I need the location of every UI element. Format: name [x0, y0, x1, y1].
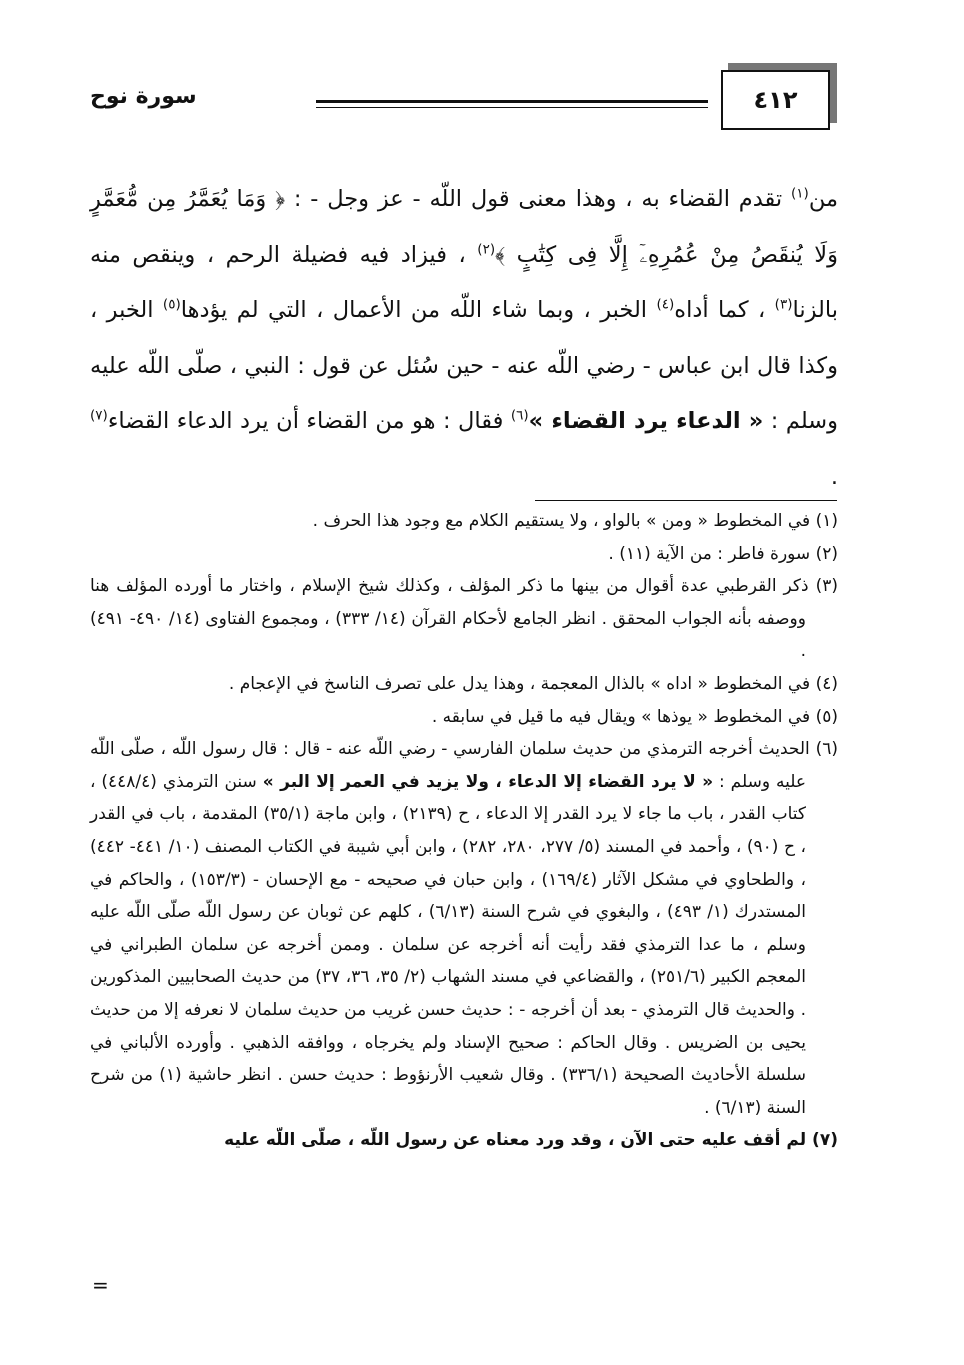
- footnote-ref-3: (٣): [774, 296, 793, 313]
- footnote-3: (٣) ذكر القرطبي عدة أقوال من بينها ما ذكر المؤلف ، وكذلك شيخ الإسلام ، واختار ما أورده المؤلف هنا ووصفه بأنه الجواب المحقق . انظر الجامع لأحكام القرآن (١٤/ ٣٣٣) ، ومجموع الفتاوى (١٤/ ٤٩٠- ٤٩١) .: [90, 576, 838, 662]
- footnote-ref-5: (٥): [162, 296, 181, 313]
- footnote-ref-2: (٢): [477, 241, 496, 257]
- text-segment: الخبر ، وبما شاء اللّه من الأعمال ، التي لم يؤدها: [180, 297, 657, 323]
- hadith-quote: « لا يرد القضاء إلا الدعاء ، ولا يزيد في العمر إلا البر »: [262, 771, 714, 792]
- continuation-mark: =: [92, 1273, 109, 1297]
- text-segment: ، فيزاد فيه فضيلة الرحم ، وينقص منه بالزنا: [90, 241, 839, 323]
- footnote-7: [90, 1124, 838, 1157]
- hadith-quote: « الدعاء يرد القضاء »: [528, 408, 764, 434]
- surah-title: سورة نوح: [90, 84, 197, 109]
- footnote-1: (١) في المخطوط « ومن » بالواو ، ولا يستقيم الكلام مع وجود هذا الحرف .: [312, 511, 838, 531]
- text-segment: الخبر ، وكذا قال ابن عباس - رضي اللّه عنه - حين سُئل عن قول : النبي ، صلّى اللّه عليه وسلم :: [90, 297, 839, 434]
- footnote-5: (٥) في المخطوط « يوذها » ويقال فيه ما قيل في سابقه .: [431, 706, 838, 727]
- footnote-ref-1: (١): [790, 185, 809, 202]
- footnote-ref-7: (٧): [90, 407, 108, 424]
- text-segment: ، كما أداه: [674, 297, 775, 323]
- footnote-ref-6: (٦): [510, 407, 529, 424]
- text-segment: فقال : هو من القضاء أن يرد الدعاء القضاء: [107, 408, 511, 434]
- page-number-box: [721, 70, 830, 130]
- footnotes: [90, 505, 838, 1157]
- text-segment: من: [808, 186, 838, 212]
- main-text: [90, 172, 838, 505]
- text-segment: سنن الترمذي (٤٤٨/٤) ، كتاب القدر ، باب ما جاء لا يرد القدر إلا الدعاء ، ح (٢١٣٩) ، وابن ماجة (٣٥/١) المقدمة ، باب في القدر ، ح (٩٠) ، وأحمد في المسند (٥/ ٢٧٧، ٢٨٠، ٢٨٢) ، وابن أبي شيبة في الكتاب المصنف (١٠/ ٤٤١- ٤٤٢) ، والطحاوي في مشكل الآثار (١٦٩/٤) ، وابن حبان في صحيحه - مع الإحسان - (١٥٣/٣) ، والحاكم في المستدرك (١/ ٤٩٣) ، والبغوي في شرح السنة (٦/١٣) ، كلهم عن ثوبان عن رسول اللّه صلّى اللّه عليه وسلم ، ما عدا الترمذي فقد رأيت أنه أخرجه عن سلمان . وممن أخرجه عن سلمان الطبراني في المعجم الكبير (٢٥١/٦) ، والقضاعي في مسند الشهاب (٢/ ٣٥، ٣٦، ٣٧) من حديث الصحابيين المذكورين . والحديث قال الترمذي - بعد أن أخرجه - : حديث حسن غريب من حديث سلمان لا نعرفه إلا من حديث يحيى بن الضريس . وقال الحاكم : صحيح الإسناد ولم يخرجاه ، ووافقه الذهبي . وأورده الألباني في سلسلة الأحاديث الصحيحة (٣٣٦/١) . وقال شعيب الأرنؤوط : حديث حسن . انظر حاشية (١) من شرح السنة (٦/١٣) .: [90, 771, 807, 1118]
- text-segment: (٦) الحديث أخرجه الترمذي من حديث سلمان الفارسي - رضي اللّه عنه - قال : قال رسول اللّه ، صلّى اللّه عليه وسلم :: [90, 739, 838, 792]
- text-segment: .: [830, 463, 838, 490]
- footnote-ref-4: (٤): [656, 296, 675, 313]
- page-header: [90, 70, 830, 132]
- header-rule-thin: [316, 107, 708, 108]
- footnote-2: (٢) سورة فاطر : من الآية (١١) .: [608, 543, 838, 564]
- footnote-6: [90, 733, 838, 1124]
- header-rule-thick: [316, 100, 708, 103]
- page-number: ٤١٢: [753, 86, 798, 114]
- text-segment: (٧) لم أقف عليه حتى الآن ، وقد ورد معناه عن رسول اللّه ، صلّى اللّه عليه: [224, 1130, 838, 1151]
- main-paragraph: [90, 172, 838, 505]
- footnote-separator: [535, 500, 837, 501]
- text-segment: تقدم القضاء به ، وهذا معنى قول اللّه - عز وجل - : ﴿ وَمَا يُعَمَّرُ مِن مُّعَمَّرٍ وَلَا يُنقَصُ مِنْ عُمُرِهِۦٓ إِلَّا فِى كِتَٰبٍ ﴾: [90, 186, 839, 268]
- footnote-4: (٤) في المخطوط « اداه » بالذال المعجمة ، وهذا يدل على تصرف الناسخ في الإعجام .: [228, 673, 838, 694]
